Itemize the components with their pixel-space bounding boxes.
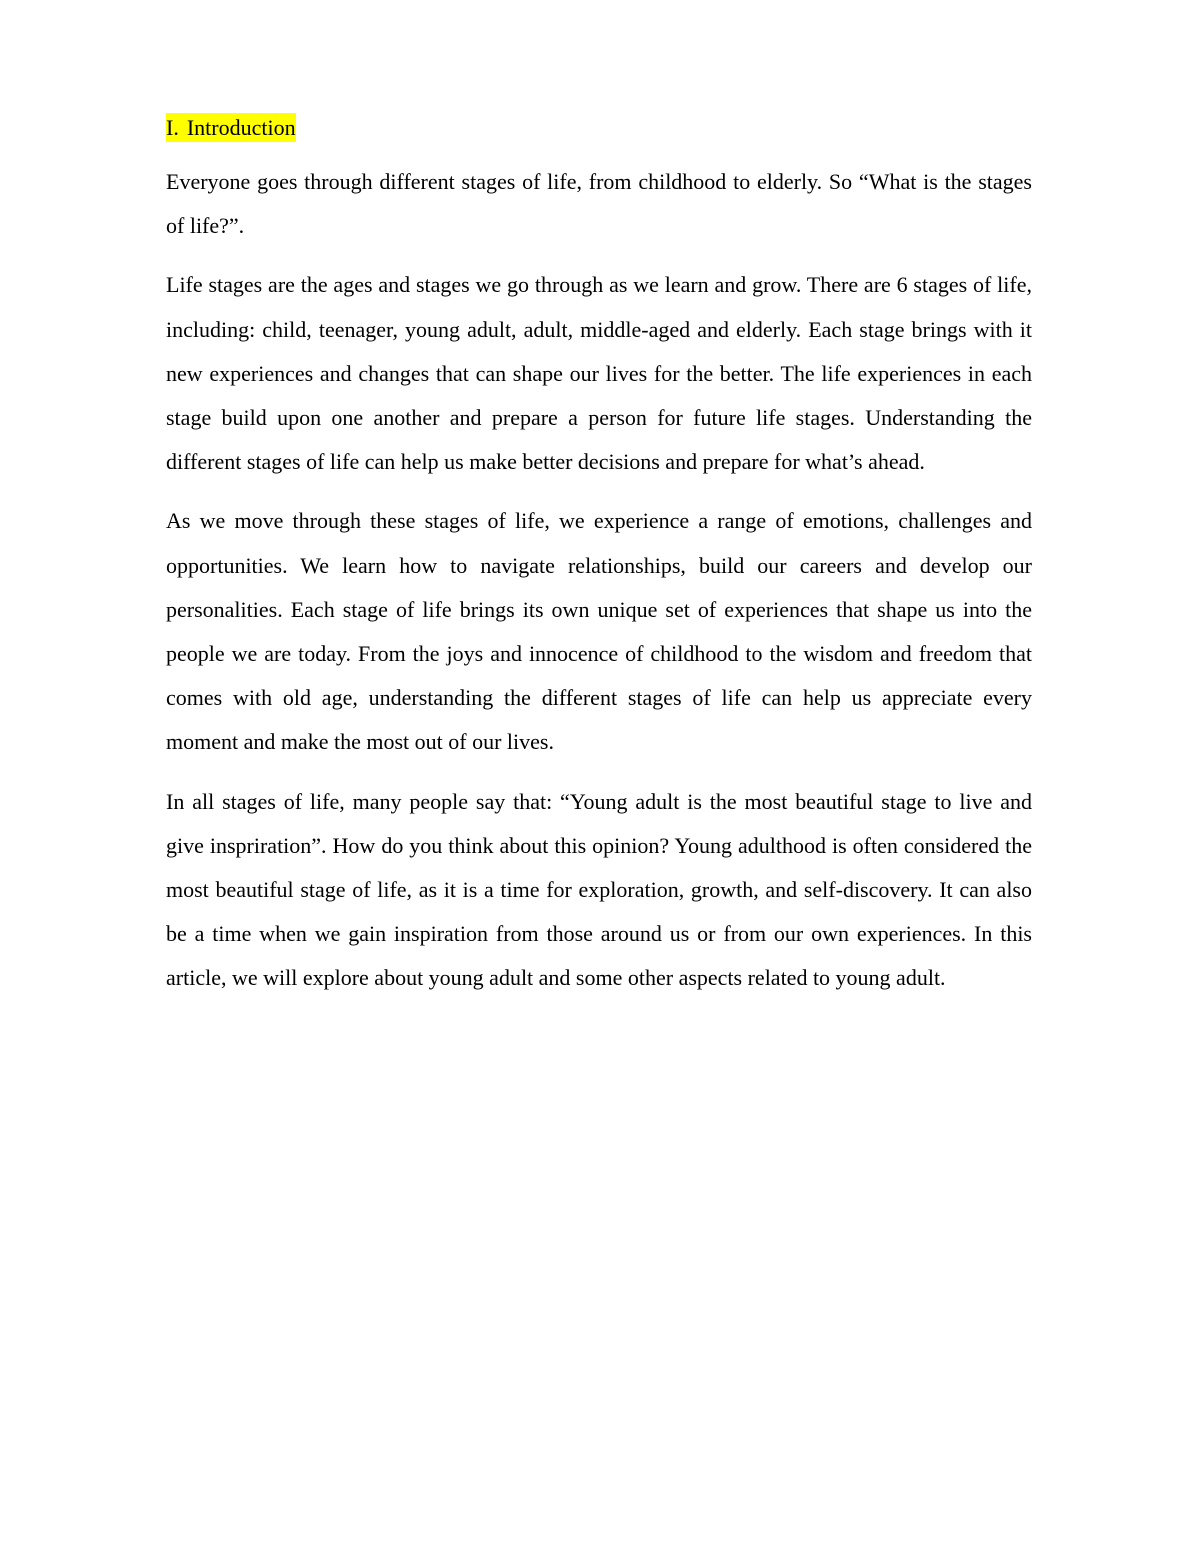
- document-body: [166, 108, 1032, 1016]
- heading-number: I.: [166, 115, 179, 140]
- paragraph-1: Everyone goes through different stages of life, from childhood to elderly. So “What is the stages of life?”.: [166, 169, 1032, 239]
- paragraph-2: Life stages are the ages and stages we go through as we learn and grow. There are 6 stages of life, including: child, teenager, young adult, adult, middle-aged and elderly. Each stage brings with it new experiences and changes that can shape our lives for the better. The life experiences in each stage build upon one another and prepare a person for future life stages. Understanding the different stages of life can help us make better decisions and prepare for what’s ahead.: [166, 272, 1032, 475]
- section-heading: [166, 108, 1032, 148]
- paragraph-4: In all stages of life, many people say that: “Young adult is the most beautiful stage to live and give inspriration”. How do you think about this opinion? Young adulthood is often considered the most beautiful stage of life, as it is a time for exploration, growth, and self-discovery. It can also be a time when we gain inspiration from those around us or from our own experiences. In this article, we will explore about young adult and some other aspects related to young adult.: [166, 788, 1032, 991]
- paragraph-3: As we move through these stages of life, we experience a range of emotions, challenges and opportunities. We learn how to navigate relationships, build our careers and develop our personalities. Each stage of life brings its own unique set of experiences that shape us into the people we are today. From the joys and innocence of childhood to the wisdom and freedom that comes with old age, understanding the different stages of life can help us appreciate every moment and make the most out of our lives.: [166, 508, 1032, 755]
- heading-highlight: [166, 113, 296, 142]
- heading-title: Introduction: [186, 115, 296, 140]
